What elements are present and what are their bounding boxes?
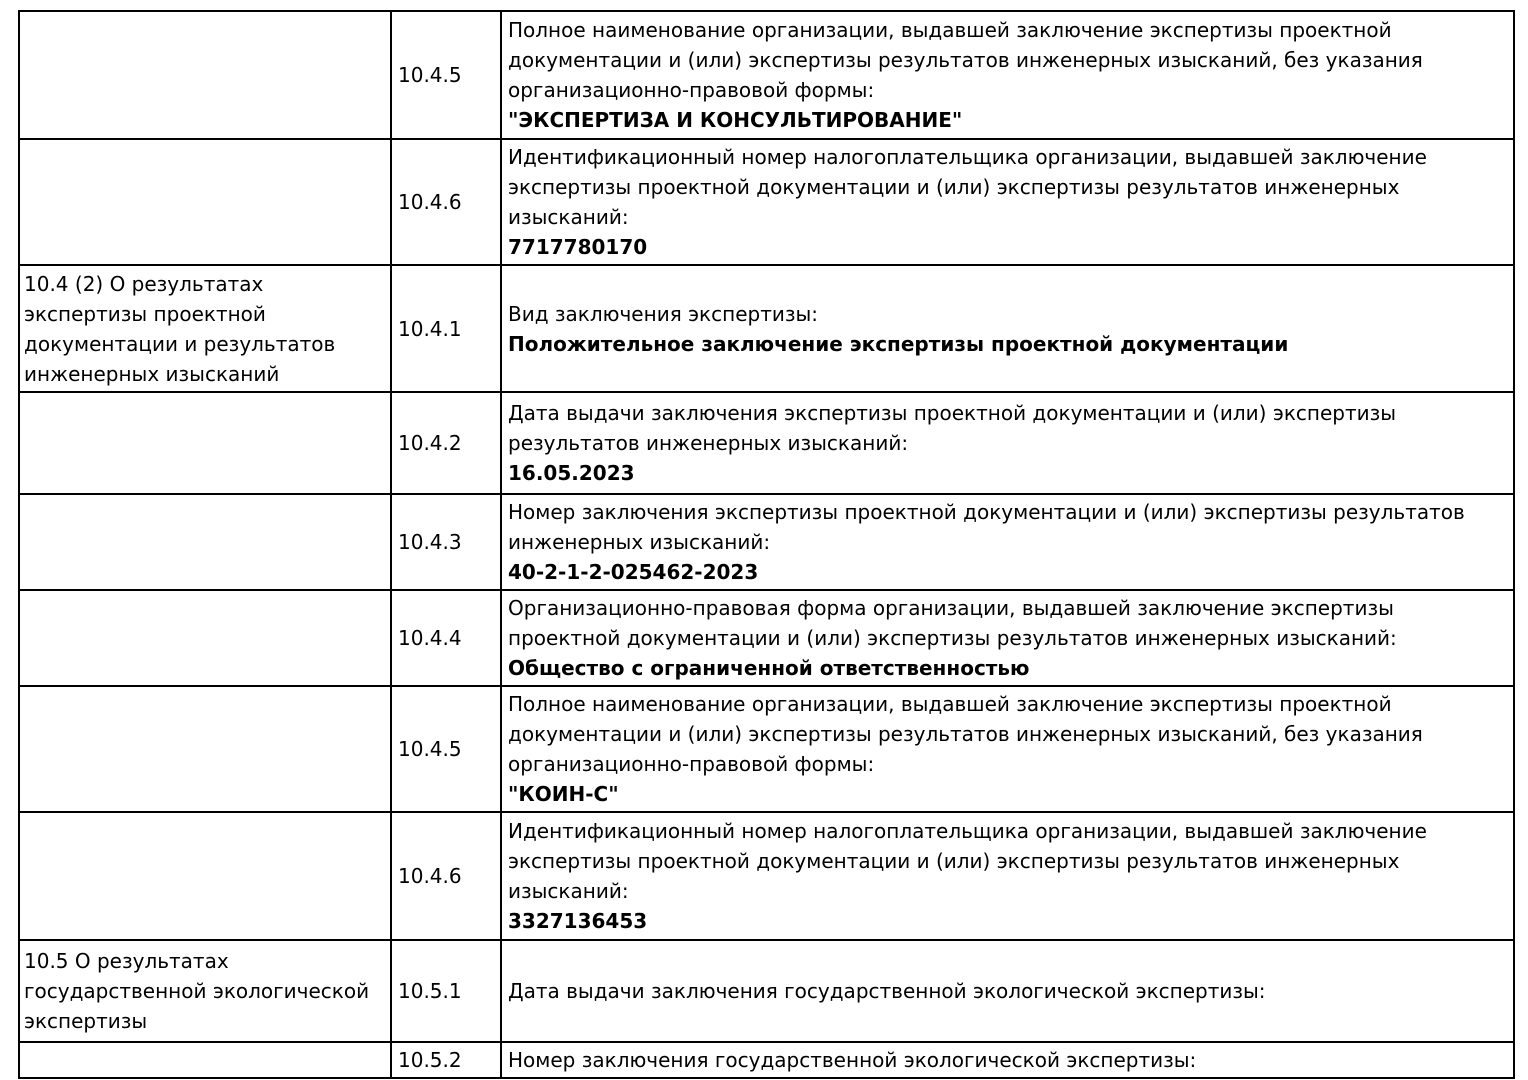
table-row — [19, 686, 1514, 812]
table-row — [19, 494, 1514, 590]
item-number: 10.5.2 — [391, 1042, 501, 1078]
item-number: 10.4.6 — [391, 139, 501, 265]
item-value: 3327136453 — [508, 909, 648, 933]
item-value: 7717780170 — [508, 235, 648, 259]
item-number: 10.4.2 — [391, 392, 501, 494]
item-number: 10.4.5 — [391, 11, 501, 139]
item-label: Идентификационный номер налогоплательщика организации, выдавшей заключение экспертизы проектной документации и (или) экспертизы результатов инженерных изысканий: — [508, 145, 1427, 229]
table-row — [19, 11, 1514, 139]
table-row — [19, 940, 1514, 1042]
item-content — [501, 392, 1514, 494]
item-value: Общество с ограниченной ответственностью — [508, 656, 1030, 680]
section-title — [19, 11, 391, 139]
item-label: Номер заключения государственной экологической экспертизы: — [508, 1048, 1197, 1072]
item-number: 10.4.4 — [391, 590, 501, 686]
item-label: Вид заключения экспертизы: — [508, 301, 819, 326]
item-label: Полное наименование организации, выдавшей заключение экспертизы проектной документации и (или) экспертизы результатов инженерных изысканий, без указания организационно-правовой формы: — [508, 692, 1423, 776]
item-value: "КОИН-С" — [508, 782, 619, 806]
item-content — [501, 940, 1514, 1042]
item-number: 10.4.6 — [391, 812, 501, 940]
section-title — [19, 139, 391, 265]
item-content — [501, 812, 1514, 940]
item-number: 10.4.3 — [391, 494, 501, 590]
section-title — [19, 590, 391, 686]
item-label: Дата выдачи заключения экспертизы проектной документации и (или) экспертизы результатов инженерных изысканий: — [508, 401, 1397, 455]
item-label: Полное наименование организации, выдавшей заключение экспертизы проектной документации и (или) экспертизы результатов инженерных изысканий, без указания организационно-правовой формы: — [508, 18, 1423, 102]
table-row — [19, 1042, 1514, 1078]
section-title — [19, 392, 391, 494]
table-row — [19, 139, 1514, 265]
item-value: Положительное заключение экспертизы проектной документации — [508, 331, 1289, 356]
section-title — [19, 494, 391, 590]
declaration-table — [18, 10, 1515, 1079]
item-content — [501, 590, 1514, 686]
section-title: 10.4 (2) О результатах экспертизы проектной документации и результатов инженерных изысканий — [19, 265, 391, 392]
section-title: 10.5 О результатах государственной экологической экспертизы — [19, 940, 391, 1042]
item-content — [501, 11, 1514, 139]
item-value: "ЭКСПЕРТИЗА И КОНСУЛЬТИРОВАНИЕ" — [508, 108, 963, 132]
item-label: Идентификационный номер налогоплательщика организации, выдавшей заключение экспертизы проектной документации и (или) экспертизы результатов инженерных изысканий: — [508, 819, 1427, 903]
section-title — [19, 686, 391, 812]
item-number: 10.5.1 — [391, 940, 501, 1042]
item-content — [501, 686, 1514, 812]
item-value: 40-2-1-2-025462-2023 — [508, 560, 759, 584]
table-row — [19, 392, 1514, 494]
item-content — [501, 494, 1514, 590]
item-content — [501, 265, 1514, 392]
item-label: Номер заключения экспертизы проектной документации и (или) экспертизы результатов инженерных изысканий: — [508, 500, 1465, 554]
item-label: Дата выдачи заключения государственной экологической экспертизы: — [508, 979, 1266, 1003]
section-title — [19, 812, 391, 940]
table-row — [19, 265, 1514, 392]
table-row — [19, 812, 1514, 940]
item-content — [501, 1042, 1514, 1078]
item-value: 16.05.2023 — [508, 461, 635, 485]
section-title — [19, 1042, 391, 1078]
table-row — [19, 590, 1514, 686]
item-content — [501, 139, 1514, 265]
item-number: 10.4.1 — [391, 265, 501, 392]
item-number: 10.4.5 — [391, 686, 501, 812]
item-label: Организационно-правовая форма организации, выдавшей заключение экспертизы проектной документации и (или) экспертизы результатов инженерных изысканий: — [508, 596, 1397, 650]
